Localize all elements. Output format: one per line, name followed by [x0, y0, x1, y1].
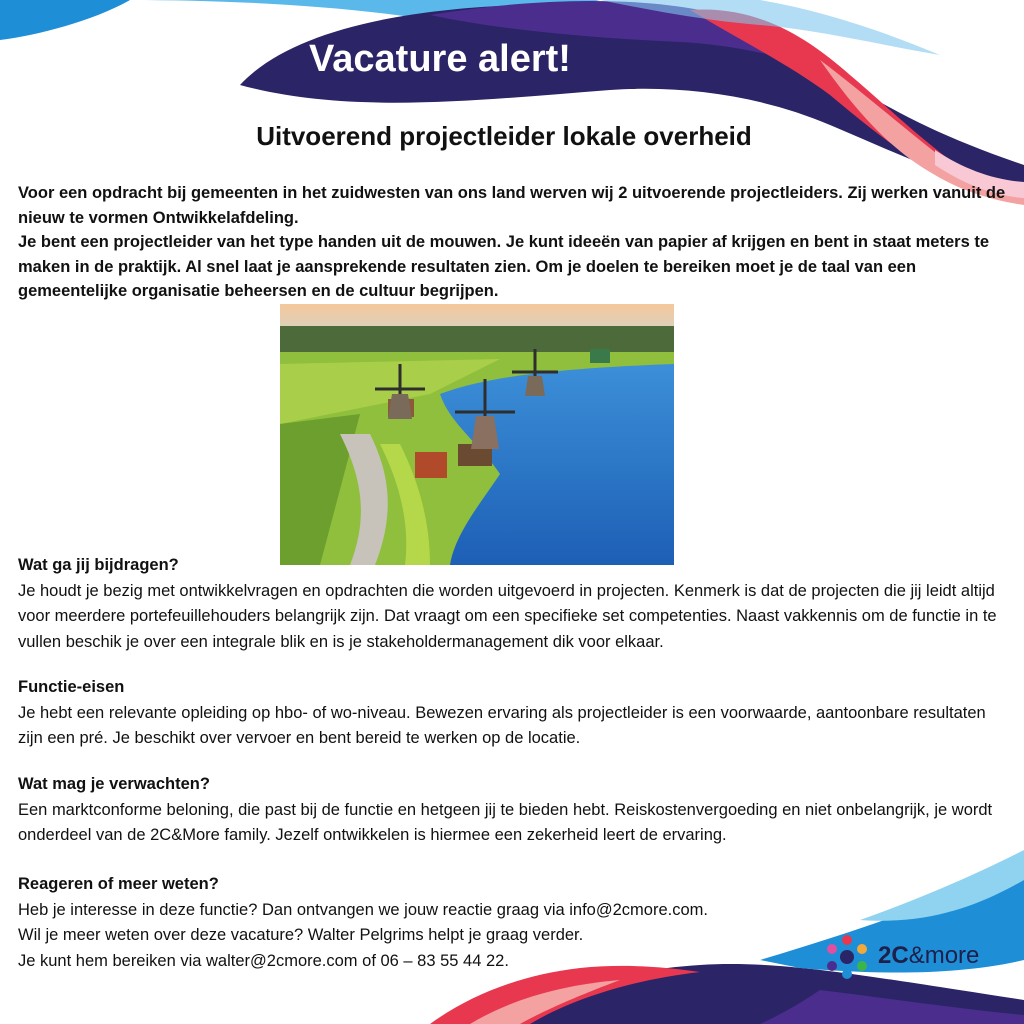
section-requirements: [18, 675, 1008, 752]
section-heading: Wat mag je verwachten?: [18, 775, 210, 793]
vacancy-alert-headline: Vacature alert!: [309, 38, 571, 80]
section-contribution: [18, 553, 1008, 655]
logo-wordmark: 2C&more: [878, 942, 980, 969]
people-circle-icon: [822, 932, 872, 982]
section-expectations: [18, 772, 1008, 849]
company-logo: [822, 932, 992, 982]
contact-line-person: Wil je meer weten over deze vacature? Walter Pelgrims helpt je graag verder.: [18, 926, 584, 944]
section-heading: Functie-eisen: [18, 678, 125, 696]
section-body: Je houdt je bezig met ontwikkelvragen en opdrachten die worden uitgevoerd in projecten. Kenmerk is dat de projecten die jij leidt altijd voor meerdere portefeuillehouders belangrijk zijn. Dat vraagt om een specifieke set competenties. Naast vakkennis om de functie in te vullen beschik je over een integrale blik en is je stakeholdermanagement dik voor elkaar.: [18, 581, 997, 651]
contact-line-email: Heb je interesse in deze functie? Dan ontvangen we jouw reactie graag via info@2cmore.com.: [18, 900, 708, 919]
section-heading: Reageren of meer weten?: [18, 875, 219, 893]
intro-text: [18, 181, 1008, 304]
section-body: Je hebt een relevante opleiding op hbo- of wo-niveau. Bewezen ervaring als projectleider is een voorwaarde, aantoonbare resultaten zijn een pré. Je beschikt over vervoer en bent bereid te werken op de locatie.: [18, 703, 986, 747]
windmill-landscape-photo: [280, 304, 674, 565]
job-title: Uitvoerend projectleider lokale overheid: [256, 121, 752, 151]
intro-paragraph-1: Voor een opdracht bij gemeenten in het zuidwesten van ons land werven wij 2 uitvoerende projectleiders. Zij werken vanuit de nieuw te vormen Ontwikkelafdeling.: [18, 184, 1006, 227]
section-body: Een marktconforme beloning, die past bij de functie en hetgeen jij te bieden hebt. Reiskostenvergoeding en niet onbelangrijk, je wordt onderdeel van de 2C&More family. Jezelf ontwikkelen is hiermee een zekerheid leert de ervaring.: [18, 800, 993, 844]
intro-paragraph-2: Je bent een projectleider van het type handen uit de mouwen. Je kunt ideeën van papier af krijgen en bent in staat meters te maken in de praktijk. Al snel laat je aansprekende resultaten zien. Om je doelen te bereiken moet je de taal van een gemeentelijke organisatie beheersen en de cultuur begrijpen.: [18, 233, 990, 300]
section-heading: Wat ga jij bijdragen?: [18, 556, 179, 574]
contact-line-phone: Je kunt hem bereiken via walter@2cmore.com of 06 – 83 55 44 22.: [18, 951, 509, 970]
